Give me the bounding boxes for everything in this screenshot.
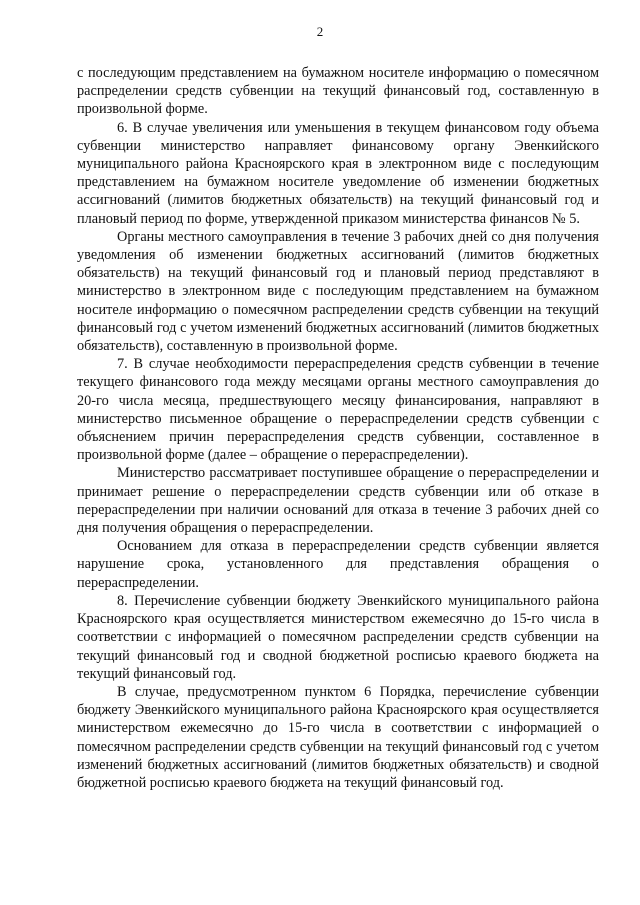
paragraph-refusal-grounds: Основанием для отказа в перераспределении средств субвенции является нарушение срока, установленного для представления обращения о перераспределении. (77, 538, 599, 591)
paragraph-item-6: 6. В случае увеличения или уменьшения в текущем финансовом году объема субвенции министерство направляет финансовому органу Эвенкийского муниципального района Красноярского края в электронном виде с последующим представлением на бумажном носителе уведомление об изменении бюджетных ассигнований (лимитов бюджетных обязательств) на текущий финансовый год и плановый период по форме, утвержденной приказом министерства финансов № 5. (77, 119, 599, 227)
page-number: 2 (316, 24, 324, 39)
document-body (77, 64, 599, 792)
paragraph-continuation: с последующим представлением на бумажном носителе информацию о помесячном распределении средств субвенции на текущий финансовый год, составленную в произвольной форме. (77, 65, 599, 118)
paragraph-item-8: 8. Перечисление субвенции бюджету Эвенкийского муниципального района Красноярского края осуществляется министерством ежемесячно до 15-го числа в соответствии с информацией о помесячном распределении средств субвенции на текущий финансовый год и сводной бюджетной росписью краевого бюджета на текущий финансовый год. (77, 592, 599, 682)
paragraph-local-authorities: Органы местного самоуправления в течение 3 рабочих дней со дня получения уведомления об изменении бюджетных ассигнований (лимитов бюджетных обязательств) на текущий финансовый год и плановый период представляют в министерство в электронном виде с последующим представлением на бумажном носителе информацию о помесячном распределении средств субвенции на текущий финансовый год с учетом изменений бюджетных ассигнований (лимитов бюджетных обязательств), составленную в произвольной форме. (77, 228, 599, 355)
paragraph-item-7: 7. В случае необходимости перераспределения средств субвенции в течение текущего финансового года между месяцами органы местного самоуправления до 20-го числа месяца, предшествующего месяцу финансирования, направляют в министерство письменное обращение о перераспределении средств субвенции с объяснением причин перераспределения средств субвенции, составленное в произвольной форме (далее – обращение о перераспределении). (77, 356, 599, 464)
paragraph-ministry-review: Министерство рассматривает поступившее обращение о перераспределении и принимает решение о перераспределении средств субвенции или об отказе в перераспределении при наличии оснований для отказа в течение 3 рабочих дней со дня получения обращения о перераспределении. (77, 465, 599, 537)
paragraph-case-item-6: В случае, предусмотренном пунктом 6 Порядка, перечисление субвенции бюджету Эвенкийского муниципального района Красноярского края осуществляется министерством ежемесячно до 15-го числа в соответствии с информацией о помесячном распределении средств субвенции на текущий финансовый год с учетом изменений бюджетных ассигнований (лимитов бюджетных обязательств) и сводной бюджетной росписью краевого бюджета на текущий финансовый год. (77, 683, 599, 791)
